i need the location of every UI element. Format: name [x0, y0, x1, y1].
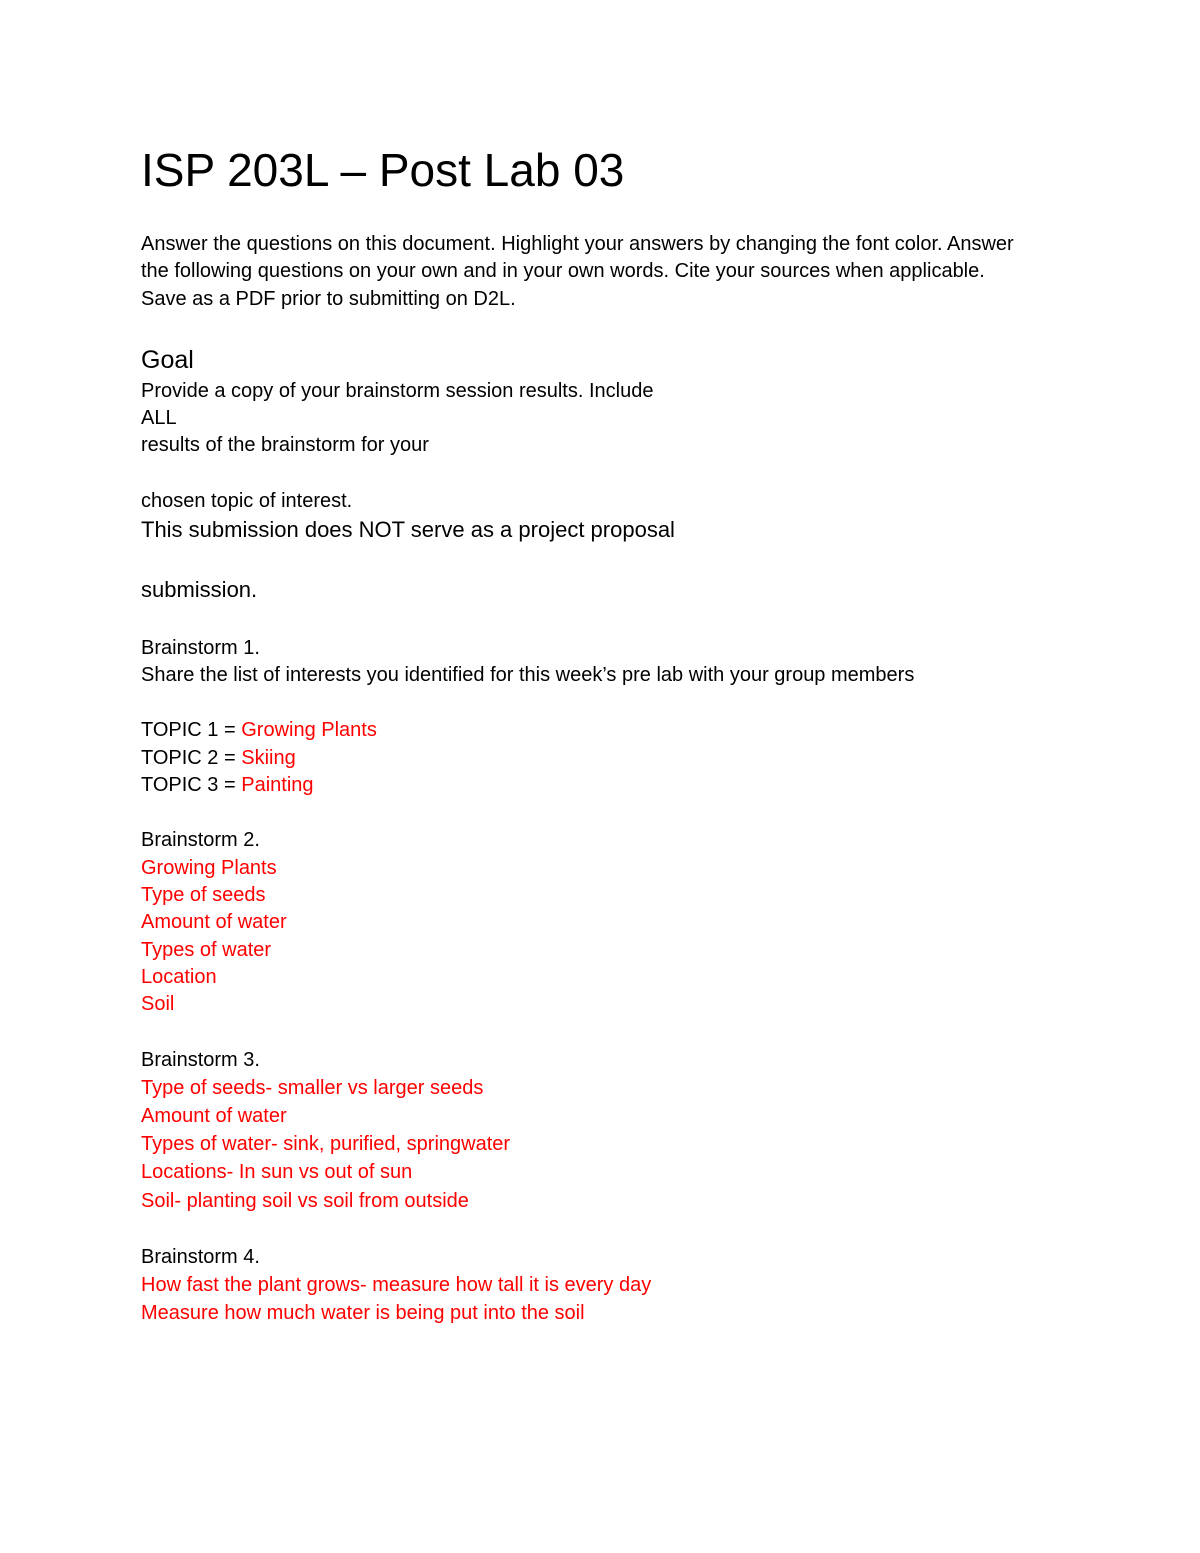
brainstorm-2-answer-3: Amount of water	[141, 911, 287, 933]
topic-2-answer: Skiing	[241, 747, 296, 769]
brainstorm-2-heading: Brainstorm 2.	[141, 829, 260, 851]
brainstorm-3-answer-1: Type of seeds- smaller vs larger seeds	[141, 1077, 484, 1099]
brainstorm-2-answer-1: Growing Plants	[141, 857, 277, 879]
goal-heading: Goal	[141, 346, 194, 374]
topic-3-line	[141, 773, 314, 797]
topic-1-label: TOPIC 1 =	[141, 719, 242, 741]
brainstorm-3-answer-5: Soil- planting soil vs soil from outside	[141, 1190, 469, 1212]
brainstorm-2-answer-4: Types of water	[141, 939, 272, 961]
goal-line-2: ALL	[141, 407, 177, 429]
topic-3-label: TOPIC 3 =	[141, 774, 242, 796]
brainstorm-4-heading: Brainstorm 4.	[141, 1246, 260, 1268]
topic-2-line	[141, 746, 296, 770]
brainstorm-1-heading: Brainstorm 1.	[141, 637, 260, 659]
brainstorm-3-answer-2: Amount of water	[141, 1105, 287, 1127]
topic-1-line	[141, 718, 377, 742]
brainstorm-2-answer-2: Type of seeds	[141, 884, 266, 906]
brainstorm-3-heading: Brainstorm 3.	[141, 1049, 260, 1071]
instructions-line-2: the following questions on your own and in your own words. Cite your sources when applicable.	[141, 260, 985, 282]
goal-note-line-1: This submission does NOT serve as a project proposal	[141, 517, 675, 542]
goal-line-4: chosen topic of interest.	[141, 490, 353, 512]
brainstorm-4-answer-1: How fast the plant grows- measure how tall it is every day	[141, 1274, 652, 1296]
brainstorm-3-answer-3: Types of water- sink, purified, springwater	[141, 1133, 511, 1155]
brainstorm-1-prompt: Share the list of interests you identified for this week’s pre lab with your group members	[141, 664, 915, 686]
brainstorm-4-answer-2: Measure how much water is being put into the soil	[141, 1302, 585, 1324]
goal-line-3: results of the brainstorm for your	[141, 434, 429, 456]
document-title: ISP 203L – Post Lab 03	[141, 144, 625, 196]
instructions-line-3: Save as a PDF prior to submitting on D2L.	[141, 288, 516, 310]
topic-2-label: TOPIC 2 =	[141, 747, 242, 769]
topic-1-answer: Growing Plants	[241, 719, 377, 741]
instructions-line-1: Answer the questions on this document. Highlight your answers by changing the font color. Answer	[141, 233, 1014, 255]
goal-note-line-2: submission.	[141, 577, 258, 602]
brainstorm-2-answer-6: Soil	[141, 993, 175, 1015]
topic-3-answer: Painting	[241, 774, 314, 796]
goal-line-1: Provide a copy of your brainstorm session results. Include	[141, 380, 654, 402]
brainstorm-2-answer-5: Location	[141, 966, 217, 988]
brainstorm-3-answer-4: Locations- In sun vs out of sun	[141, 1161, 413, 1183]
